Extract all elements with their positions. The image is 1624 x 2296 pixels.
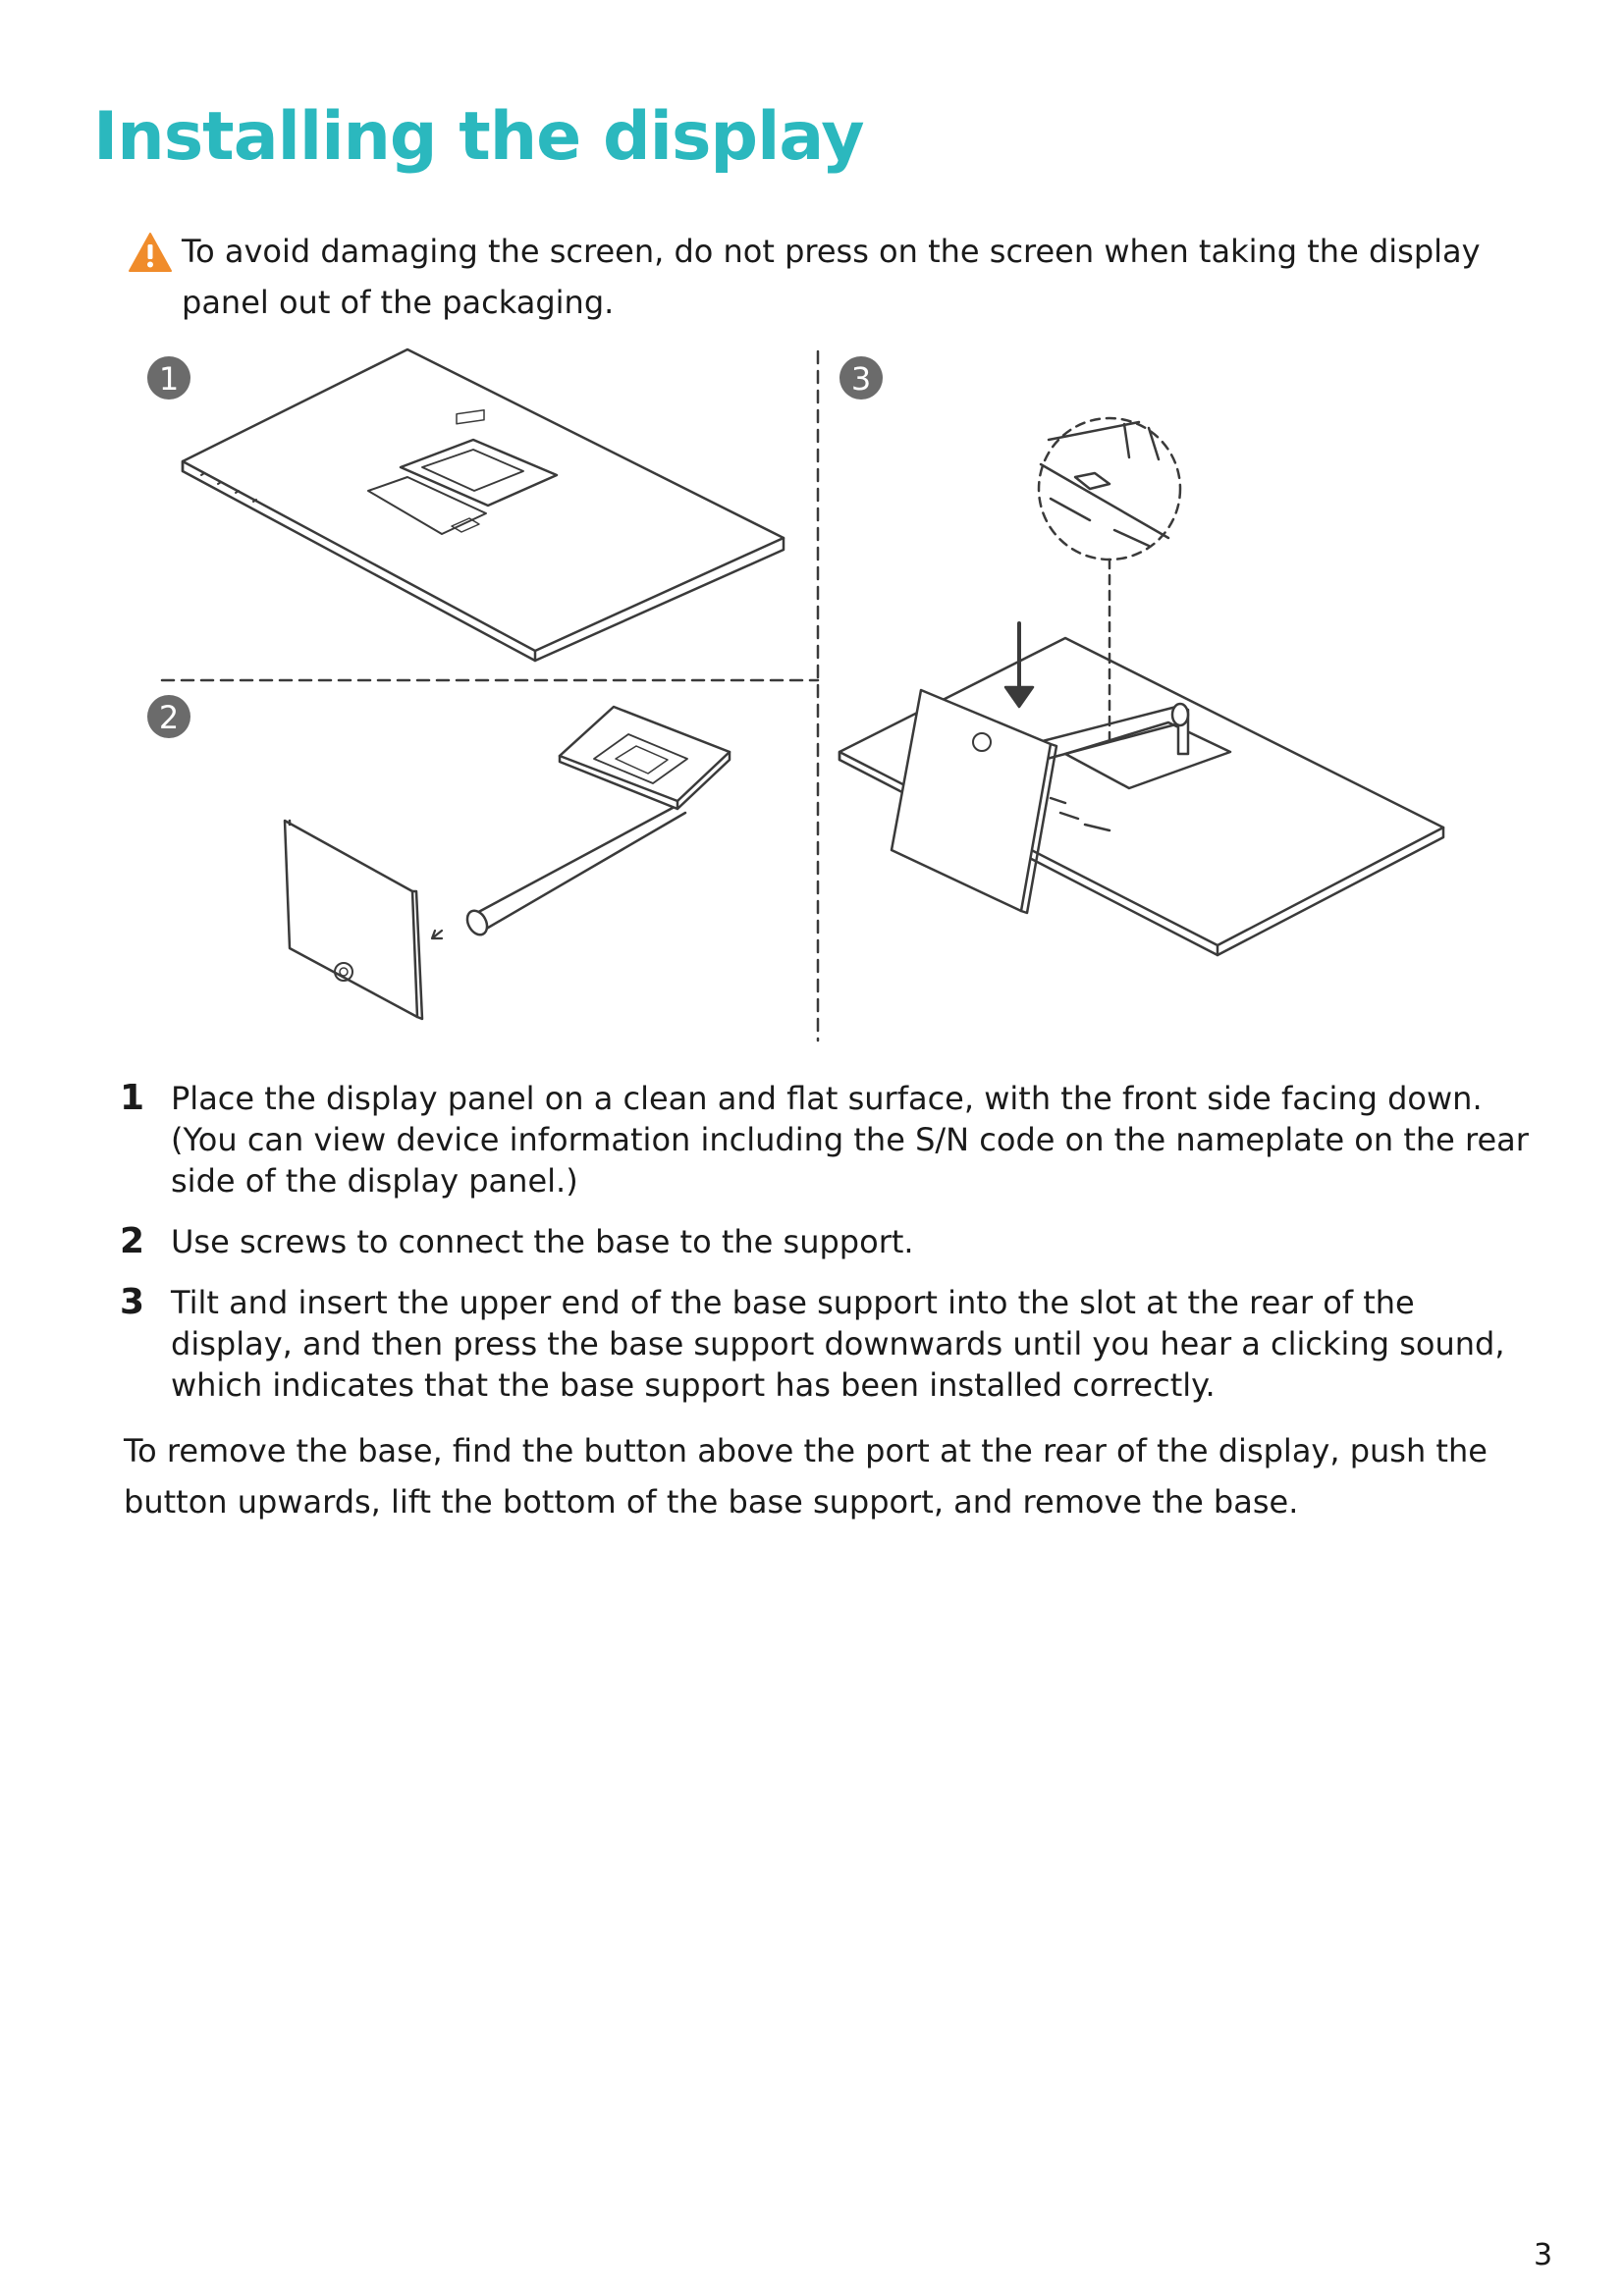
svg-text:2: 2: [158, 699, 180, 736]
marker-step-3: [839, 356, 883, 400]
step-text: Place the display panel on a clean and flat surface, with the front side facing down. (You can view device information including the S/N code on the nameplate on the rear side of the display panel.): [171, 1080, 1529, 1200]
marker-step-2: [147, 695, 190, 738]
removal-note: To remove the base, find the button above the port at the rear of the display, push the button upwards, lift the bottom of the base support, and remove the base.: [124, 1432, 1488, 1521]
panel-2-base: [285, 707, 730, 1019]
page-number: 3: [1534, 2238, 1553, 2272]
warning-triangle-icon: [128, 232, 173, 273]
step-item: [120, 1282, 1534, 1406]
step-item: [120, 1078, 1534, 1201]
step-text: Use screws to connect the base to the support.: [171, 1223, 914, 1260]
step-text: Tilt and insert the upper end of the base support into the slot at the rear of the display, and then press the base support downwards until you hear a clicking sound, which indicates that the base support has been installed correctly.: [171, 1284, 1505, 1404]
panel-1-display: [183, 349, 784, 661]
step-item: [120, 1221, 1534, 1262]
step-number: 1: [120, 1078, 145, 1118]
steps-list: [120, 1078, 1534, 1425]
marker-step-1: [147, 356, 190, 400]
panel-3-attach: [839, 418, 1443, 955]
page-title: Installing the display: [93, 98, 864, 176]
step-number: 3: [120, 1282, 145, 1322]
svg-text:1: 1: [158, 360, 180, 398]
step-number: 2: [120, 1221, 145, 1261]
installation-illustration: [147, 342, 1473, 1048]
svg-text:3: 3: [850, 360, 872, 398]
warning-text: To avoid damaging the screen, do not press on the screen when taking the display panel out of the packaging.: [182, 233, 1481, 321]
